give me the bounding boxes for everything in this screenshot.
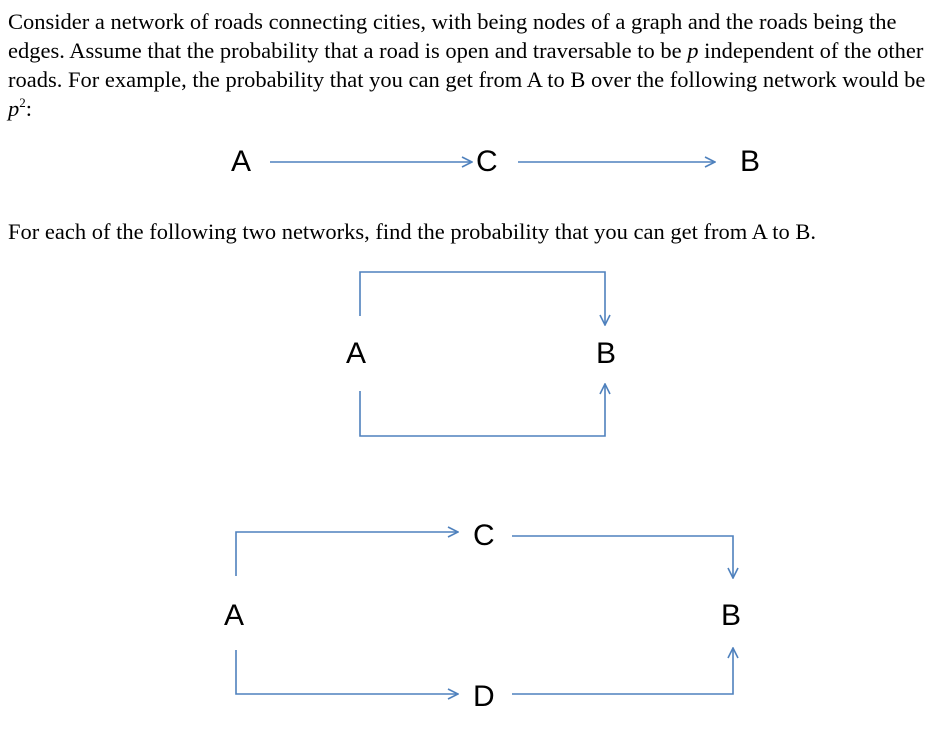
network2-node-a: A: [224, 599, 245, 632]
network1-node-a: A: [346, 337, 367, 370]
network2-edge-c-b: [512, 536, 733, 578]
p-symbol-squared-base: p: [8, 96, 20, 121]
network2-node-b: B: [721, 599, 742, 632]
exponent: 2: [19, 95, 26, 110]
example-network: [231, 145, 760, 178]
network-1: [346, 272, 616, 436]
network1-node-b: B: [596, 337, 617, 370]
problem-question: For each of the following two networks, find the probability that you can get from A to B.: [8, 219, 816, 244]
network-2: [224, 519, 741, 713]
network2-node-c: C: [473, 519, 495, 552]
network2-edge-a-c: [236, 532, 458, 576]
network2-node-d: D: [473, 680, 495, 713]
intro-text-2: independent of the other roads. For example, the probability that you can get from A to B over the following network would be: [8, 38, 926, 92]
network2-edge-a-d: [236, 650, 458, 694]
network1-edge-top: [360, 272, 605, 325]
example-node-b: B: [740, 145, 761, 178]
p-symbol: p: [687, 38, 699, 63]
example-node-c: C: [476, 145, 498, 178]
example-node-a: A: [231, 145, 252, 178]
network1-edge-bottom: [360, 384, 605, 436]
intro-text-3: :: [25, 96, 33, 121]
network2-edge-d-b: [512, 648, 733, 694]
intro-text-1: Consider a network of roads connecting cities, with being nodes of a graph and the roads being the edges. Assume that the probability that a road is open and traversable to be: [8, 9, 897, 63]
